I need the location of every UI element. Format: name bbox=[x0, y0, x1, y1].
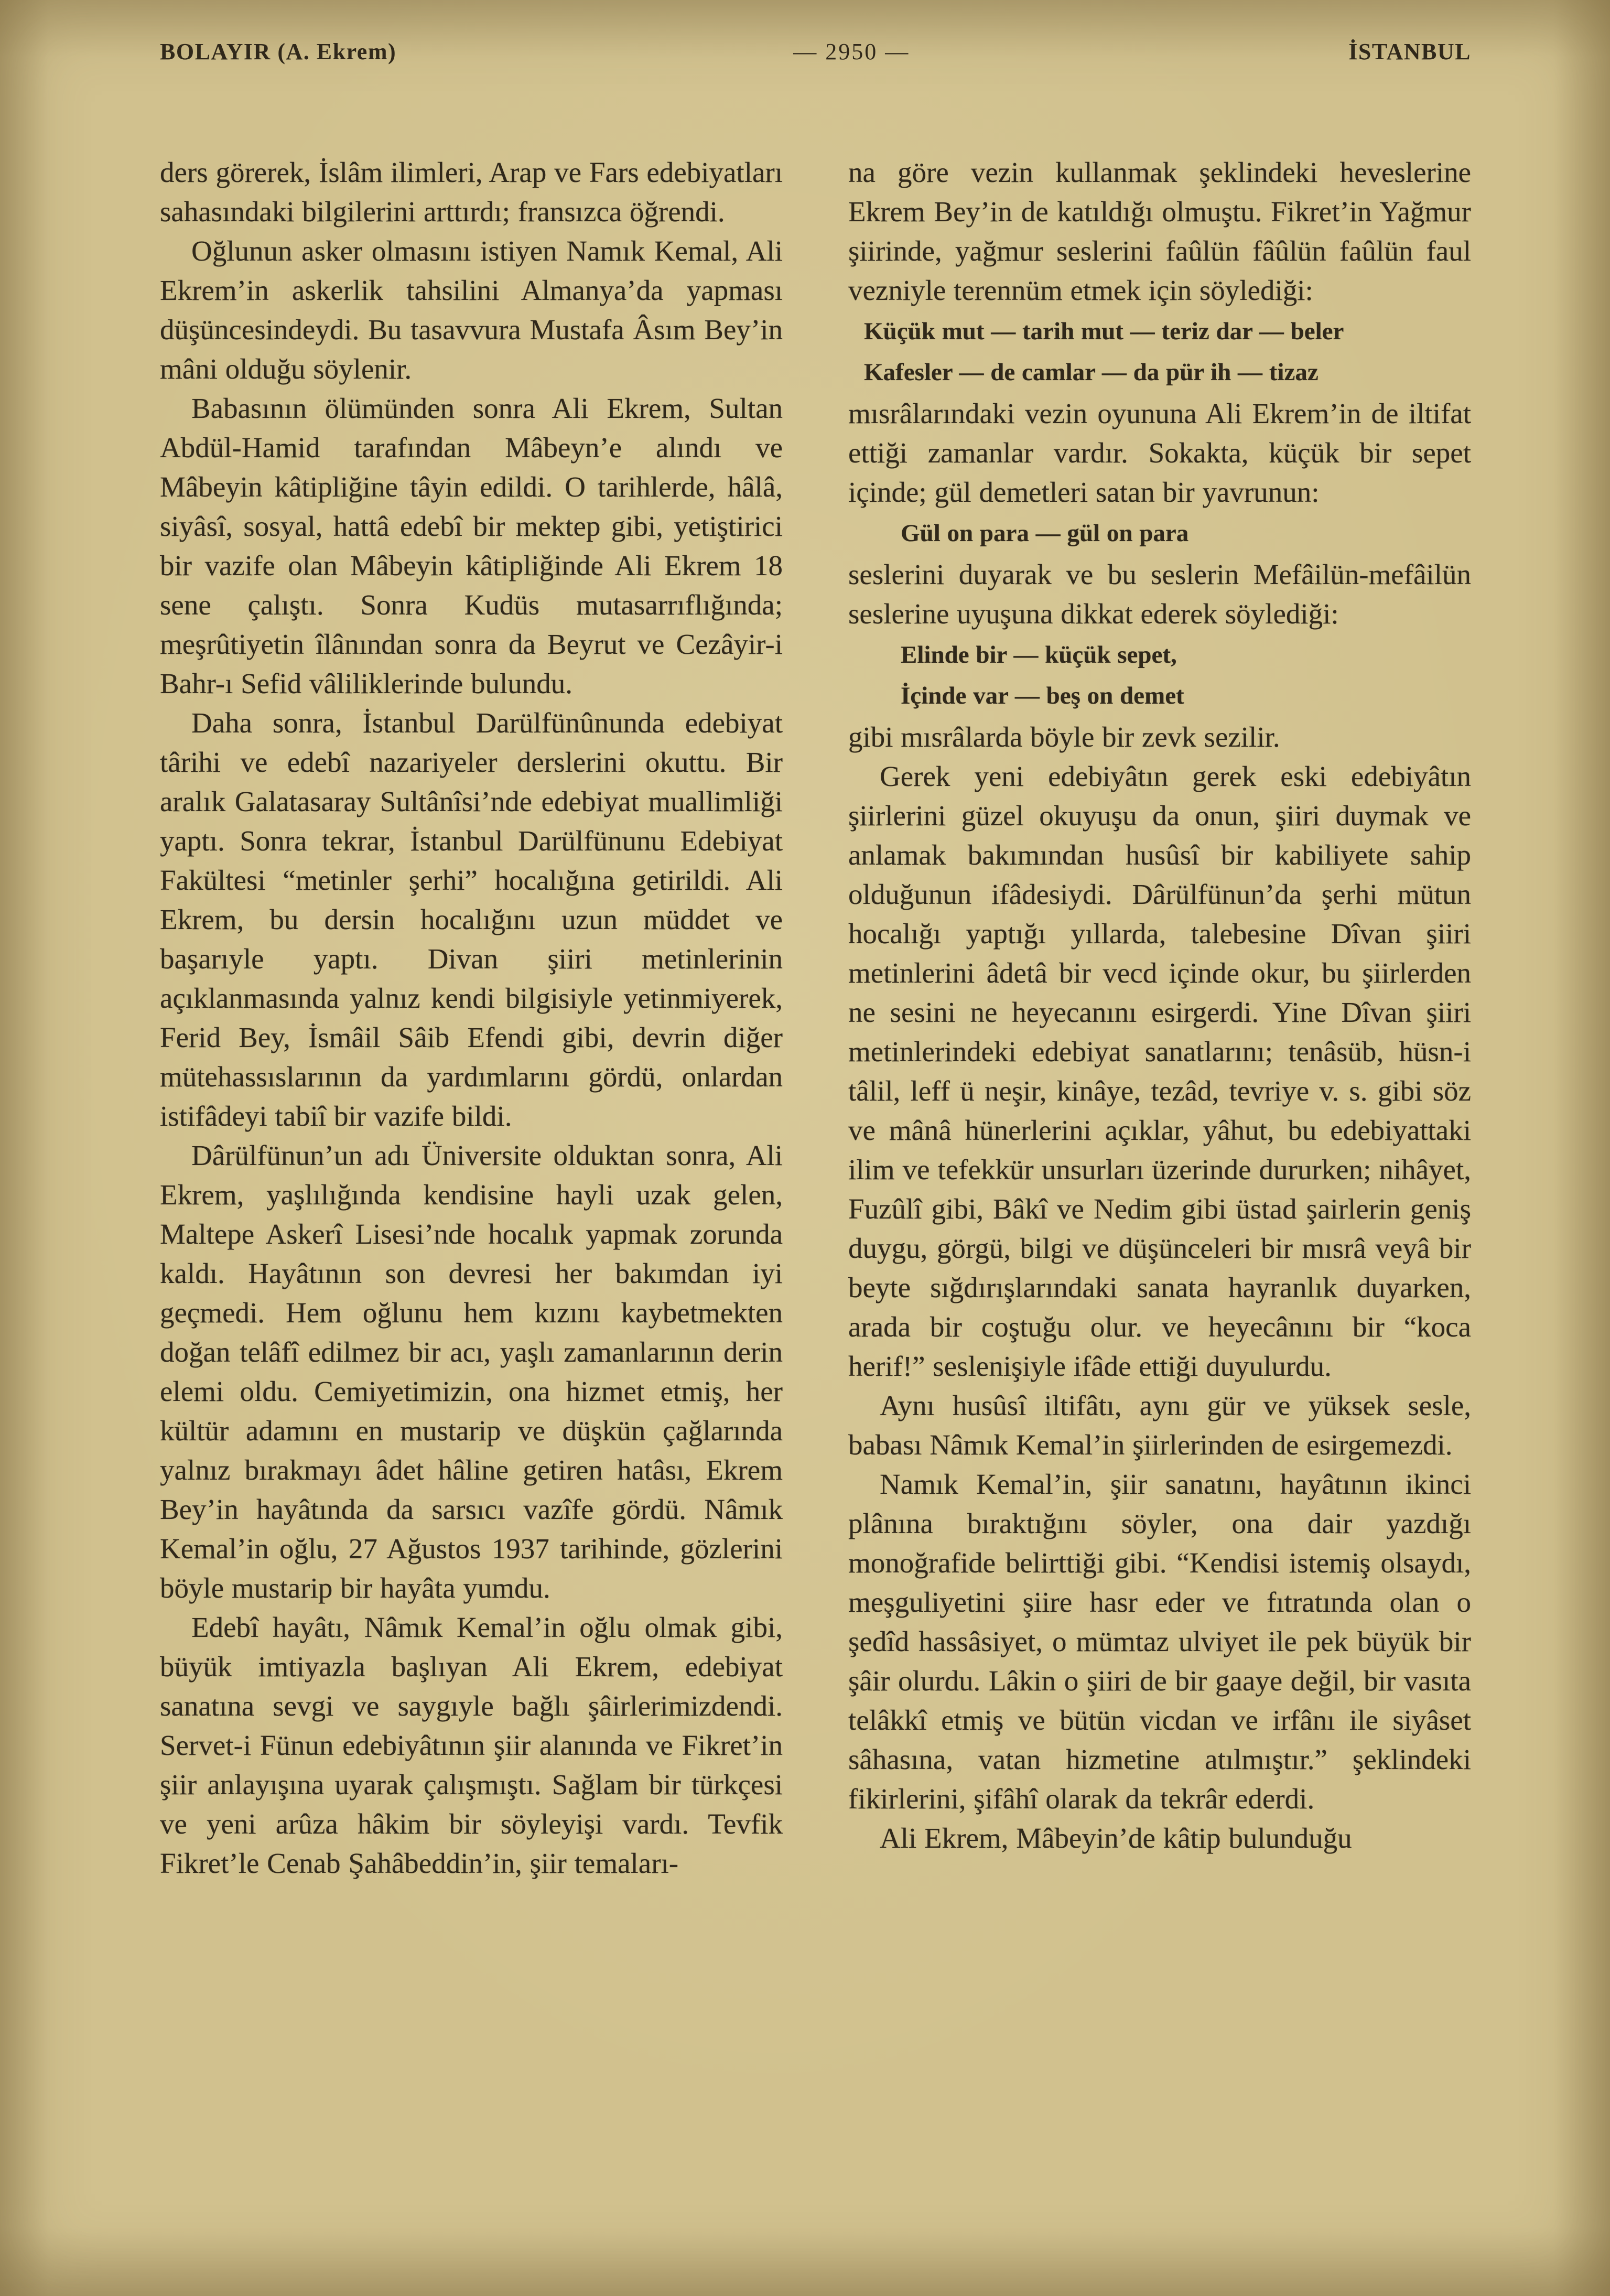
header-entry-title: BOLAYIR (A. Ekrem) bbox=[160, 39, 397, 64]
paragraph: Dârülfünun’un adı Üniversite olduktan sonra, Ali Ekrem, yaşlılığında kendisine hayli uzak gelen, Maltepe Askerî Lisesi’nde hocalık yapmak zorunda kaldı. Hayâtının son devresi her bakımdan iyi geçmedi. Hem oğlunu hem kızını kaybetmekten doğan telâfî edilmez bir acı, yaşlı zamanlarının derin elemi oldu. Cemiyetimizin, ona hizmet etmiş, her kültür adamını en mustarip ve düşkün çağlarında yalnız bırakmayı âdet hâline getiren hatâsı, Ekrem Bey’in hayâtında da sarsıcı vazîfe gördü. Nâmık Kemal’in oğlu, 27 Ağustos 1937 tarihinde, gözlerini böyle mustarip bir hayâta yumdu. bbox=[160, 1139, 783, 1604]
page-header bbox=[160, 39, 1471, 64]
paragraph: Ali Ekrem, Mâbeyin’de kâtip bulunduğu bbox=[880, 1822, 1352, 1855]
header-publication-name: İSTANBUL bbox=[1348, 39, 1471, 64]
paragraph: Namık Kemal’in, şiir sanatını, hayâtının ikinci plânına bıraktığını söyler, ona dair yazdığı monoğrafide belirttiği gibi. “Kendisi istemiş olsaydı, meşguliyetini şiire hasr eder ve fıtratında olan o şedîd hassâsiyet, o mümtaz ulviyet ile pek büyük bir şâir olurdu. Lâkin o şiiri de bir gaaye değil, bir vasıta telâkkî etmiş ve bütün vicdan ve irfânı ile siyâset sâhasına, vatan hizmetine atılmıştır.” şeklindeki fikirlerini, şifâhî olarak da tekrâr ederdi. bbox=[848, 1468, 1471, 1815]
right-column bbox=[848, 153, 1471, 1883]
paragraph: Aynı husûsî iltifâtı, aynı gür ve yüksek sesle, babası Nâmık Kemal’in şiirlerinden de esirgemezdi. bbox=[848, 1389, 1471, 1461]
header-page-number: — 2950 — bbox=[793, 39, 910, 64]
paragraph: Oğlunun asker olmasını istiyen Namık Kemal, Ali Ekrem’in askerlik tahsilini Almanya’da yapması düşüncesindeydi. Bu tasavvura Mustafa Âsım Bey’in mâni olduğu söylenir. bbox=[160, 235, 783, 385]
verse-line: Gül on para — gül on para bbox=[901, 520, 1189, 547]
paragraph: na göre vezin kullanmak şeklindeki heveslerine Ekrem Bey’in de katıldığı olmuştu. Fikret’in Yağmur şiirinde, yağmur seslerini faûlün fâûlün faûlün faul vezniyle terennüm etmek için söylediği: bbox=[848, 156, 1471, 307]
verse-line: Küçük mut — tarih mut — teriz dar — beler bbox=[864, 318, 1344, 346]
paragraph: Babasının ölümünden sonra Ali Ekrem, Sultan Abdül-Hamid tarafından Mâbeyn’e alındı ve Mâbeyin kâtipliğine tâyin edildi. O tarihlerde, hâlâ, siyâsî, sosyal, hattâ edebî bir mektep gibi, yetiştirici bir vazife olan Mâbeyin kâtipliğinde Ali Ekrem 18 sene çalıştı. Sonra Kudüs mutasarrıflığında; meşrûtiyetin îlânından sonra da Beyrut ve Cezâyir-i Bahr-ı Sefid vâliliklerinde bulundu. bbox=[160, 392, 783, 700]
paragraph: Gerek yeni edebiyâtın gerek eski edebiyâtın şiirlerini güzel okuyuşu da onun, şiiri duymak ve anlamak bakımından husûsî bir kabiliyete sahip olduğunun ifâdesiydi. Dârülfünun’da şerhi mütun hocalığı yaptığı yıllarda, talebesine Dîvan şiiri metinlerini âdetâ bir vecd içinde okur, bu şiirlerden ne sesini ne heyecanını esirgerdi. Yine Dîvan şiiri metinlerindeki edebiyat sanatlarını; tenâsüb, hüsn-i tâlil, leff ü neşir, kinâye, tezâd, tevriye v. s. gibi söz ve mânâ hünerlerini açıklar, yâhut, bu edebiyattaki ilim ve tefekkür unsurları üzerinde dururken; nihâyet, Fuzûlî gibi, Bâkî ve Nedim gibi üstad şairlerin geniş duygu, görgü, bilgi ve düşünceleri bir mısrâ veyâ bir beyte sığdırışlarındaki sanata hayranlık duyarken, arada bir coştuğu olur. ve heyecânını bir “koca herif!” seslenişiyle ifâde ettiği duyulurdu. bbox=[848, 760, 1471, 1383]
verse-line: Kafesler — de camlar — da pür ih — tizaz bbox=[864, 359, 1319, 386]
verse-line: İçinde var — beş on demet bbox=[901, 682, 1184, 710]
paragraph: seslerini duyarak ve bu seslerin Mefâilün-mefâilün seslerine uyuşuna dikkat ederek söylediği: bbox=[848, 558, 1471, 630]
verse-line: Elinde bir — küçük sepet, bbox=[901, 641, 1177, 669]
page bbox=[160, 39, 1471, 1883]
paragraph: ders görerek, İslâm ilimleri, Arap ve Fars edebiyatları sahasındaki bilgilerini arttırdı; fransızca öğrendi. bbox=[160, 156, 783, 228]
left-column bbox=[160, 153, 783, 1883]
paragraph: gibi mısrâlarda böyle bir zevk sezilir. bbox=[848, 721, 1280, 753]
paragraph: mısrâlarındaki vezin oyununa Ali Ekrem’in de iltifat ettiği zamanlar vardır. Sokakta, küçük bir sepet içinde; gül demetleri satan bir yavrunun: bbox=[848, 397, 1471, 509]
paragraph: Edebî hayâtı, Nâmık Kemal’in oğlu olmak gibi, büyük imtiyazla başlıyan Ali Ekrem, edebiyat sanatına sevgi ve saygıyle bağlı şâirlerimizdendi. Servet-i Fünun edebiyâtının şiir alanında ve Fikret’in şiir anlayışına uyarak çalışmıştı. Sağlam bir türkçesi ve yeni arûza hâkim bir söyleyişi vardı. Tevfik Fikret’le Cenab Şahâbeddin’in, şiir temaları- bbox=[160, 1611, 783, 1880]
paragraph: Daha sonra, İstanbul Darülfünûnunda edebiyat târihi ve edebî nazariyeler derslerini okuttu. Bir aralık Galatasaray Sultânîsi’nde edebiyat muallimliği yaptı. Sonra tekrar, İstanbul Darülfünunu Edebiyat Fakültesi “metinler şerhi” hocalığına getirildi. Ali Ekrem, bu dersin hocalığını uzun müddet ve başarıyle yaptı. Divan şiiri metinlerinin açıklanmasında yalnız kendi bilgisiyle yetinmiyerek, Ferid Bey, İsmâil Sâib Efendi gibi, devrin diğer mütehassıslarının da yardımlarını gördü, onlardan istifâdeyi tabiî bir vazife bildi. bbox=[160, 707, 783, 1133]
text-columns bbox=[160, 153, 1471, 1883]
